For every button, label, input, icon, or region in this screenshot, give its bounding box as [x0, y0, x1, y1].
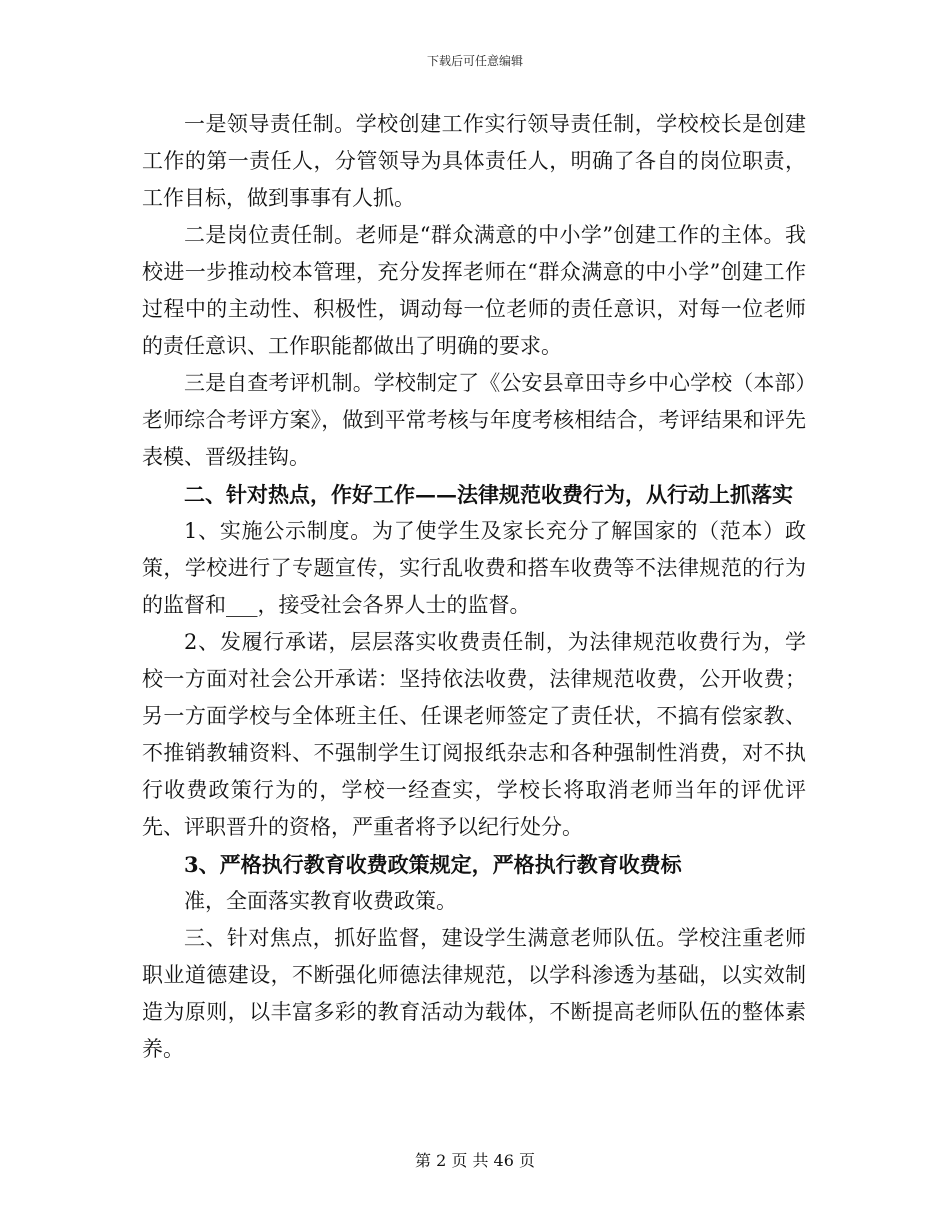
paragraph-teacher-team: 三、针对焦点，抓好监督，建设学生满意老师队伍。学校注重老师职业道德建设，不断强化师德法律规范，以学科渗透为基础，以实效制造为原则，以丰富多彩的教育活动为载体，不断提高老师队伍的整体素养。 [142, 926, 806, 1061]
heading-strict-policy: 3、严格执行教育收费政策规定，严格执行教育收费标 [184, 852, 682, 877]
paragraph-leadership-responsibility: 一是领导责任制。学校创建工作实行领导责任制，学校校长是创建工作的第一责任人，分管领导为具体责任人，明确了各自的岗位职责，工作目标，做到事事有人抓。 [142, 112, 806, 210]
page-number-footer: 第 2 页 共 46 页 [415, 1151, 535, 1170]
paragraph-policy-continuation: 准，全面落实教育收费政策。 [184, 889, 457, 913]
paragraph-commitment: 2、发履行承诺，层层落实收费责任制，为法律规范收费行为，学校一方面对社会公开承诺：坚持依法收费，法律规范收费，公开收费；另一方面学校与全体班主任、任课老师签定了责任状，不搞有偿家教、不推销教辅资料、不强制学生订阅报纸杂志和各种强制性消费，对不执行收费政策行为的，学校一经查实，学校长将取消老师当年的评优评先、评职晋升的资格，严重者将予以纪行处分。 [142, 630, 806, 839]
document-body [142, 106, 806, 1068]
paragraph-self-evaluation: 三是自查考评机制。学校制定了《公安县章田寺乡中心学校（本部）老师综合考评方案》，做到平常考核与年度考核相结合，考评结果和评先表模、晋级挂钩。 [142, 371, 806, 469]
page-header: 下载后可任意编辑 [426, 54, 523, 68]
paragraph-post-responsibility: 二是岗位责任制。老师是“群众满意的中小学”创建工作的主体。我校进一步推动校本管理，充分发挥老师在“群众满意的中小学”创建工作过程中的主动性、积极性，调动每一位老师的责任意识，对每一位老师的责任意识、工作职能都做出了明确的要求。 [142, 223, 806, 358]
section-heading-fees: 二、针对热点，作好工作——法律规范收费行为，从行动上抓落实 [184, 482, 793, 507]
paragraph-publicity-system: 1、实施公示制度。为了使学生及家长充分了解国家的（范本）政策，学校进行了专题宣传，实行乱收费和搭车收费等不法律规范的行为的监督和___，接受社会各界人士的监督。 [142, 519, 806, 617]
